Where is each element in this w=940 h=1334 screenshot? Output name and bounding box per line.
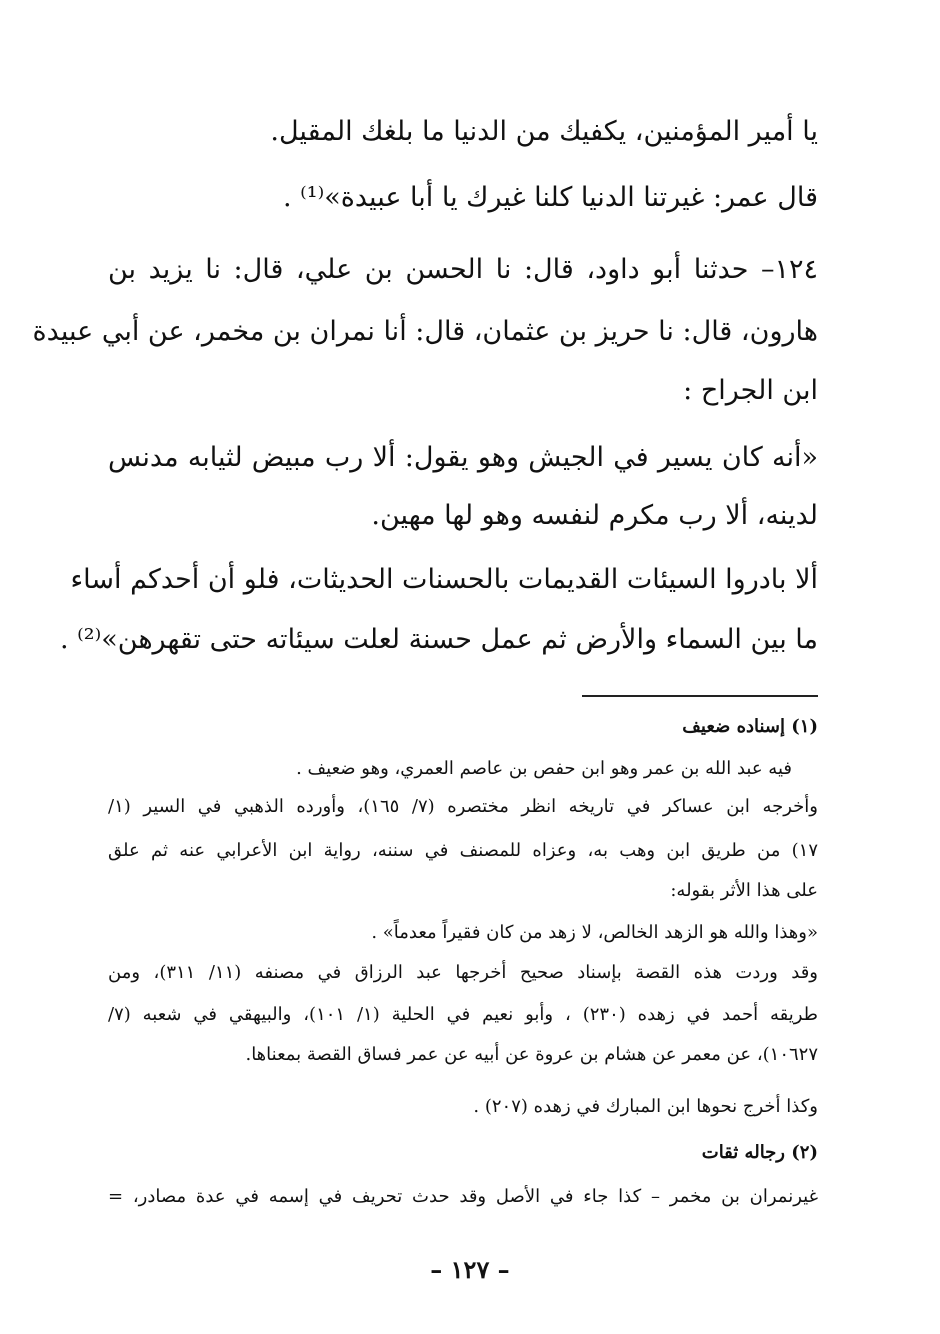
footnote-line: وقد وردت هذه القصة بإسناد صحيح أخرجها عبد الرزاق في مصنفه (١١/ ٣١١)، ومن [108,962,818,983]
main-text-line: يا أمير المؤمنين، يكفيك من الدنيا ما بلغك المقيل. [270,116,818,147]
main-text-line: «أنه كان يسير في الجيش وهو يقول: ألا رب مبيض لثيابه مدنس [108,442,818,473]
hadith-number-line: ١٢٤– حدثنا أبو داود، قال: نا الحسن بن علي، قال: نا يزيد بن [108,254,818,285]
main-text-line: ابن الجراح : [683,375,818,406]
main-text-line: لدينه، ألا رب مكرم لنفسه وهو لها مهين. [371,500,818,531]
page-number: – ١٢٧ – [430,1255,510,1284]
footnote-line: فيه عبد الله بن عمر وهو ابن حفص بن عاصم العمري، وهو ضعيف . [296,758,792,779]
footnote-line: وكذا أخرج نحوها ابن المبارك في زهده (٢٠٧) . [473,1096,818,1117]
main-text-line: هارون، قال: نا حريز بن عثمان، قال: أنا نمران بن مخمر، عن أبي عبيدة [32,316,818,347]
footnote-1-header: (١) إسناده ضعيف [682,716,818,737]
footnote-line: وأخرجه ابن عساكر في تاريخه انظر مختصره (٧/ ١٦٥)، وأورده الذهبي في السير (١/ [108,796,818,817]
footnote-line: ١٠٦٢٧)، عن معمر عن هشام بن عروة عن أبيه عن عمر فساق القصة بمعناها. [245,1044,818,1065]
footnote-line: ١٧) من طريق ابن وهب به، وعزاه للمصنف في سننه، رواية ابن الأعرابي عنه ثم علق [108,840,819,861]
footnote-2-header: (٢) رجاله ثقات [701,1142,818,1163]
main-text-line: ألا بادروا السيئات القديمات بالحسنات الحديثات، فلو أن أحدكم أساء [70,564,818,595]
footnote-line: غيرنمران بن مخمر – كذا جاء في الأصل وقد حدث تحريف في إسمه في عدة مصادر، = [108,1186,818,1207]
main-text-line: ما بين السماء والأرض ثم عمل حسنة لعلت سيئاته حتى تقهرهن»⁽²⁾ . [59,624,818,655]
footnote-line: على هذا الأثر بقوله: [670,880,818,901]
footnote-separator [582,695,818,697]
footnote-quote: «وهذا والله هو الزهد الخالص، لا زهد من كان فقيراً معدماً» . [371,922,818,943]
footnote-line: طريقه أحمد في زهده (٢٣٠) ، وأبو نعيم في الحلية (١/ ١٠١)، والبيهقي في شعبه (٧/ [108,1004,818,1025]
main-text-line: قال عمر: غيرتنا الدنيا كلنا غيرك يا أبا عبيدة»⁽¹⁾ . [282,182,818,213]
